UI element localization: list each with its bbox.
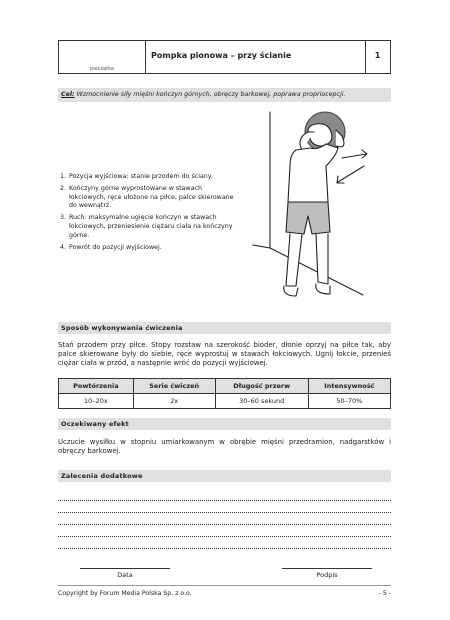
signature-label: Podpis [316, 571, 338, 579]
goal-band [58, 88, 391, 102]
signature-line[interactable] [282, 568, 372, 569]
table-header-row [59, 379, 391, 394]
arrow-line-lower [338, 166, 364, 182]
page-number: - 5 - [378, 590, 391, 597]
effect-section-title: Oczekiwany efekt [58, 418, 391, 430]
number-cell [365, 41, 390, 73]
table-header-cell: Długość przerw [215, 379, 308, 394]
step-item: 2. Kończyny górne wyprostowane w stawach łokciowych, ręce ułożone na piłce, palce skierowane do wewnątrz. [68, 185, 236, 211]
exercise-number: 1 [374, 51, 381, 60]
table-header-cell: Powtórzenia [59, 379, 134, 394]
stamp-cell [59, 41, 146, 73]
left-foot [284, 286, 298, 296]
steps-list [58, 173, 236, 255]
dotted-line[interactable] [58, 524, 391, 525]
exercise-title: Pompka pionowa – przy ścianie [151, 51, 292, 60]
recommendations-section-title: Zalecenia dodatkowe [58, 470, 391, 482]
title-cell [145, 41, 366, 73]
copyright-text: Copyright by Forum Media Polska Sp. z o.o. [58, 590, 192, 597]
dotted-line[interactable] [58, 512, 391, 513]
footer-divider [58, 585, 391, 586]
step-item: 4. Powrót do pozycji wyjściowej. [68, 244, 236, 253]
date-label: Data [117, 571, 133, 579]
step-item: 3. Ruch: maksymalne ugięcie kończyn w stawach łokciowych, przeniesienie ciężaru ciała na kończyny górne. [68, 214, 236, 240]
goal-text: Wzmocnienie siły mięśni kończyn górnych, obręczy barkowej, poprawa propriocepcji. [76, 91, 346, 98]
table-cell: 10–20x [59, 394, 134, 409]
method-section-title: Sposób wykonywania ćwiczenia [58, 322, 391, 334]
exercise-illustration [238, 110, 393, 310]
table-row [59, 394, 391, 409]
table-cell: 50–70% [308, 394, 390, 409]
table-header-cell: Serie ćwiczeń [133, 379, 215, 394]
shorts-shape [286, 202, 330, 234]
stamp-label: pieczątka [90, 66, 114, 72]
table-header-cell: Intensywność [308, 379, 390, 394]
step-item: 1. Pozycja wyjściowa: stanie przodem do ściany. [68, 173, 236, 182]
method-text: Stań przodem przy piłce. Stopy rozstaw na szerokość bioder, dłonie oprzyj na piłce tak, aby palce skierowane były do siebie, ręce wyprostuj w stawach łokciowych. Ugnij łokcie, przenieś ciężar ciała w przód, a następnie wróć do pozycji wyjściowej. [58, 341, 391, 368]
dotted-line[interactable] [58, 500, 391, 501]
right-foot [316, 284, 330, 294]
params-table [58, 378, 391, 409]
left-leg [286, 234, 302, 286]
table-cell: 30–60 sekund [215, 394, 308, 409]
floor-line [253, 245, 270, 248]
header-table [58, 40, 391, 74]
dotted-line[interactable] [58, 536, 391, 537]
date-line[interactable] [80, 568, 170, 569]
goal-label: Cel: [61, 91, 75, 98]
table-cell: 2x [133, 394, 215, 409]
right-leg [316, 234, 328, 284]
dotted-line[interactable] [58, 548, 391, 549]
effect-text: Uczucie wysiłku w stopniu umiarkowanym w obrębie mięśni przedramion, nadgarstków i obręczy barkowej. [58, 438, 391, 456]
torso-shape [288, 144, 338, 202]
